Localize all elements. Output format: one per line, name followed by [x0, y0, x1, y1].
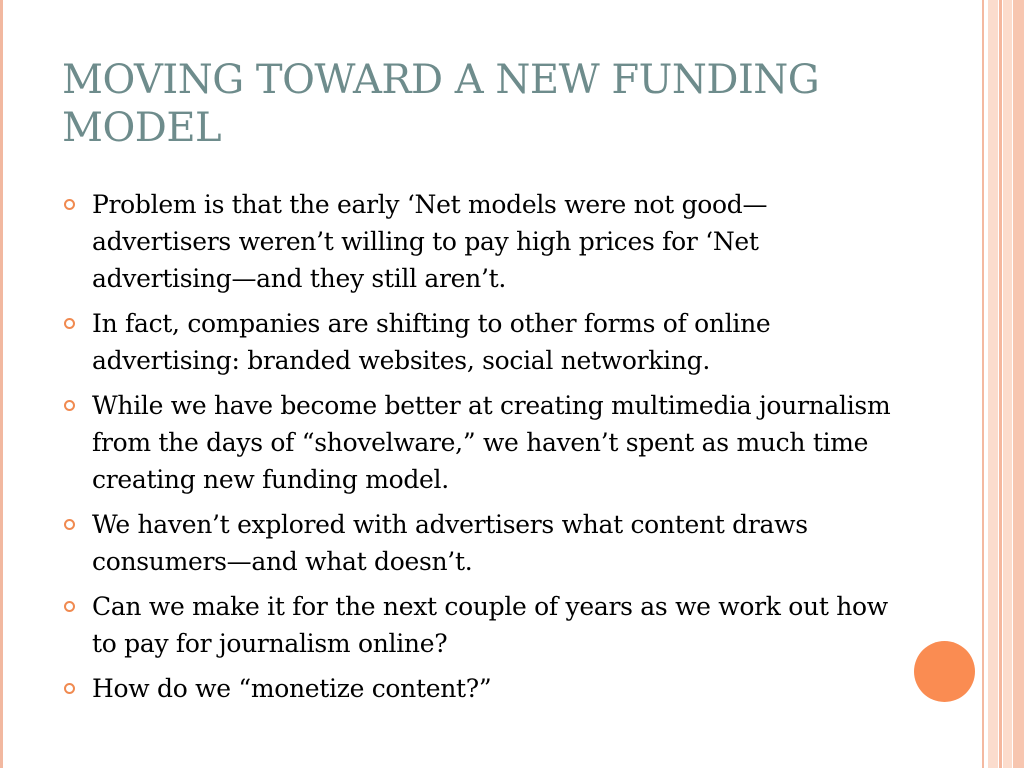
bullet-circle-icon: [64, 318, 75, 329]
bullet-item: [62, 305, 902, 379]
stripe: [999, 0, 1002, 768]
bullet-text: We haven’t explored with advertisers what content draws consumers—and what doesn’t.: [92, 510, 808, 576]
bullet-circle-icon: [64, 519, 75, 530]
slide-title: MOVING TOWARD A NEW FUNDING MODEL: [62, 57, 820, 151]
bullet-item: [62, 387, 902, 498]
bullet-item: [62, 186, 902, 297]
bullet-circle-icon: [64, 400, 75, 411]
bullet-text: While we have become better at creating multimedia journalism from the days of “shovelware,” we haven’t spent as much time creating new funding model.: [92, 391, 891, 494]
bullet-circle-icon: [64, 683, 75, 694]
bullet-text: How do we “monetize content?”: [92, 674, 492, 703]
accent-circle: [914, 641, 975, 702]
bullet-text: Problem is that the early ‘Net models were not good—advertisers weren’t willing to pay high prices for ‘Net advertising—and they still aren’t.: [92, 190, 768, 293]
bullet-circle-icon: [64, 601, 75, 612]
bullet-list: [62, 186, 902, 715]
right-decorative-stripes: [982, 0, 1024, 768]
bullet-item: [62, 588, 902, 662]
bullet-item: [62, 670, 902, 707]
bullet-text: Can we make it for the next couple of years as we work out how to pay for journalism online?: [92, 592, 888, 658]
left-border-line: [0, 0, 3, 768]
bullet-text: In fact, companies are shifting to other forms of online advertising: branded websites, social networking.: [92, 309, 771, 375]
stripe: [982, 0, 984, 768]
bullet-circle-icon: [64, 199, 75, 210]
stripe: [1013, 0, 1024, 768]
bullet-item: [62, 506, 902, 580]
stripe: [1003, 0, 1012, 768]
stripe: [988, 0, 998, 768]
